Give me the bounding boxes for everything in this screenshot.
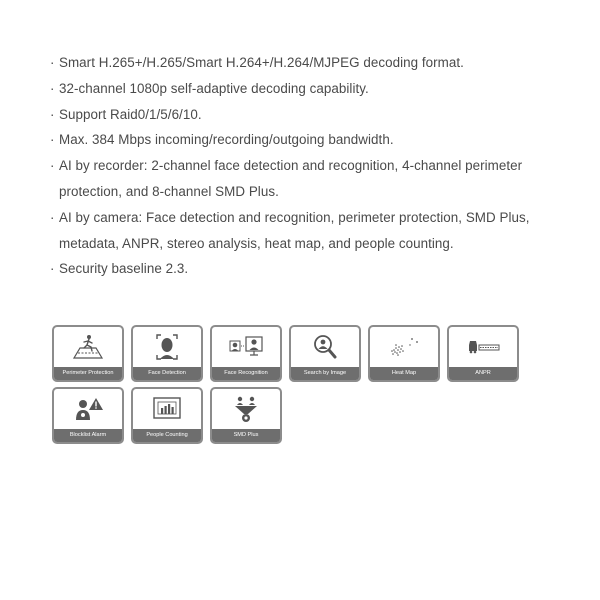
icon-row-1 <box>52 325 522 382</box>
feature-item: · Smart H.265+/H.265/Smart H.264+/H.264/MJPEG decoding format. <box>50 50 530 76</box>
feature-item: · AI by recorder: 2-channel face detection and recognition, 4-channel perimeter protection, and 8-channel SMD Plus. <box>50 153 530 205</box>
anpr-card[interactable] <box>447 325 519 382</box>
feature-list <box>50 50 530 282</box>
feature-item: · Security baseline 2.3. <box>50 256 530 282</box>
smd-plus-card[interactable] <box>210 387 282 444</box>
heat-map-icon <box>386 332 422 362</box>
people-counting-icon <box>149 394 185 424</box>
icon-row-2 <box>52 387 522 444</box>
icon-label: Face Detection <box>133 367 201 380</box>
blocklist-alarm-card[interactable] <box>52 387 124 444</box>
face-detection-icon <box>149 332 185 362</box>
icon-label: ANPR <box>449 367 517 380</box>
feature-item: · AI by camera: Face detection and recognition, perimeter protection, SMD Plus, metadata, ANPR, stereo analysis, heat map, and people counting. <box>50 205 530 257</box>
heat-map-card[interactable] <box>368 325 440 382</box>
feature-item: · 32-channel 1080p self-adaptive decoding capability. <box>50 76 530 102</box>
face-detection-card[interactable] <box>131 325 203 382</box>
search-by-image-icon <box>307 332 343 362</box>
face-recognition-card[interactable] <box>210 325 282 382</box>
icon-label: People Counting <box>133 429 201 442</box>
perimeter-protection-card[interactable] <box>52 325 124 382</box>
anpr-icon <box>465 332 501 362</box>
icon-label: Face Recognition <box>212 367 280 380</box>
icon-label: SMD Plus <box>212 429 280 442</box>
icon-label: Search by Image <box>291 367 359 380</box>
people-counting-card[interactable] <box>131 387 203 444</box>
icon-label: Heat Map <box>370 367 438 380</box>
search-by-image-card[interactable] <box>289 325 361 382</box>
smd-plus-icon <box>228 394 264 424</box>
perimeter-protection-icon <box>70 332 106 362</box>
face-recognition-icon <box>228 332 264 362</box>
blocklist-alarm-icon <box>70 394 106 424</box>
icon-label: Blocklist Alarm <box>54 429 122 442</box>
icon-label: Perimeter Protection <box>54 367 122 380</box>
ai-feature-icons <box>52 325 522 449</box>
feature-item: · Max. 384 Mbps incoming/recording/outgoing bandwidth. <box>50 127 530 153</box>
feature-item: · Support Raid0/1/5/6/10. <box>50 102 530 128</box>
